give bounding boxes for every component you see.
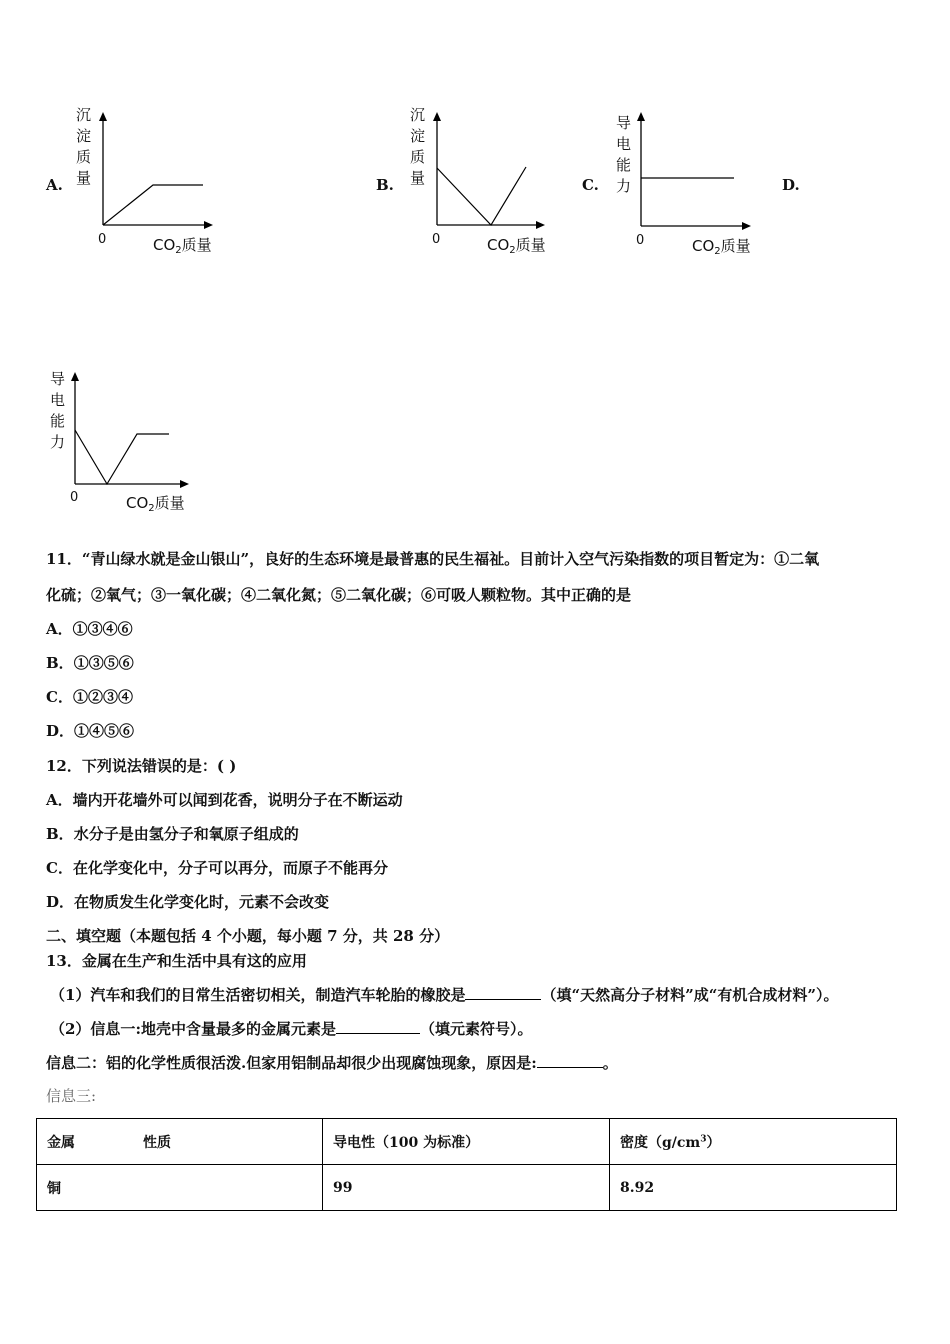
q11-option-b: B．①③⑤⑥: [46, 654, 134, 672]
q12-option-d: D．在物质发生化学变化时，元素不会改变: [46, 893, 330, 911]
q13-info3: 信息三:: [46, 1087, 97, 1105]
section-heading: 二、填空题（本题包括 4 个小题，每小题 7 分，共 28 分）: [46, 927, 450, 945]
graph-b-origin: 0: [432, 232, 441, 247]
graph-a: [95, 110, 215, 230]
graph-c-xlabel: $CO_2$质量: [692, 237, 751, 257]
table-header-metal-property: 金属 性质: [37, 1119, 323, 1165]
graph-a-curve: [103, 185, 203, 225]
graph-d: [67, 370, 197, 490]
table-header-conductivity: 导电性（100 为标准）: [323, 1119, 610, 1165]
graph-d-y-arrow: [71, 372, 79, 381]
graph-c-x-arrow: [742, 222, 751, 230]
q13-info2-blank[interactable]: [537, 1053, 603, 1068]
graph-d-origin: 0: [70, 490, 79, 505]
table-row: [37, 1165, 897, 1211]
q12-option-a: A．墙内开花墙外可以闻到花香，说明分子在不断运动: [46, 791, 403, 809]
graph-b: [429, 110, 549, 230]
graph-b-curve: [437, 167, 526, 225]
graph-a-origin: 0: [98, 232, 107, 247]
option-d-letter: D.: [782, 176, 800, 194]
q13-stem: 13．金属在生产和生活中具有这的应用: [46, 952, 307, 970]
graph-d-x-arrow: [180, 480, 189, 488]
table-cell-metal: 铜: [37, 1165, 323, 1211]
q12-stem: 12．下列说法错误的是：( ): [46, 757, 237, 775]
option-c-letter: C.: [582, 176, 599, 194]
q13-info2: 信息二：铝的化学性质很活泼.但家用铝制品却很少出现腐蚀现象，原因是: 。: [46, 1054, 618, 1072]
q11-stem-line2: 化硫；②氧气；③一氧化碳；④二氧化氮；⑤二氧化碳；⑥可吸人颗粒物。其中正确的是: [46, 586, 632, 604]
graph-b-x-arrow: [536, 221, 545, 229]
table-cell-conductivity: 99: [323, 1165, 610, 1211]
graph-a-xlabel: $CO_2$质量: [153, 236, 212, 256]
q13-part2: （2）信息一:地壳中含量最多的金属元素是 （填元素符号）。: [50, 1020, 533, 1038]
option-b-letter: B.: [376, 176, 394, 194]
graph-d-ylabel: 导 电 能 力: [50, 370, 66, 451]
q11-option-a: A．①③④⑥: [46, 620, 133, 638]
graph-b-y-arrow: [433, 112, 441, 121]
graph-c-ylabel: 导 电 能 力: [616, 114, 632, 195]
q11-option-c: C．①②③④: [46, 688, 133, 706]
graph-c: [633, 110, 758, 230]
graph-b-xlabel: $CO_2$质量: [487, 236, 546, 256]
graph-d-curve: [75, 430, 169, 484]
metal-properties-table: [36, 1118, 897, 1211]
table-cell-density: 8.92: [610, 1165, 897, 1211]
graph-a-y-arrow: [99, 112, 107, 121]
q13-part1: （1）汽车和我们的目常生活密切相关，制造汽车轮胎的橡胶是 （填“天然高分子材料”成“有机合成材料”）。: [50, 986, 839, 1004]
graph-c-origin: 0: [636, 233, 645, 248]
q11-stem-line1: 11．“青山绿水就是金山银山”，良好的生态环境是最普惠的民生福祉。目前计入空气污染指数的项目暂定为：①二氧: [46, 550, 820, 568]
q13-part2-blank[interactable]: [336, 1019, 420, 1034]
graph-a-ylabel: 沉 淀 质 量: [76, 106, 92, 187]
graph-c-y-arrow: [637, 112, 645, 121]
q12-option-c: C．在化学变化中，分子可以再分，而原子不能再分: [46, 859, 388, 877]
graph-a-x-arrow: [204, 221, 213, 229]
option-a-letter: A.: [46, 176, 63, 194]
q12-option-b: B．水分子是由氢分子和氧原子组成的: [46, 825, 299, 843]
graph-d-xlabel: $CO_2$质量: [126, 494, 185, 514]
table-header-density: 密度$(g/cm^3)$: [610, 1119, 897, 1165]
graph-b-ylabel: 沉 淀 质 量: [410, 106, 426, 187]
table-header-row: [37, 1119, 897, 1165]
q11-option-d: D．①④⑤⑥: [46, 722, 135, 740]
q13-part1-blank[interactable]: [465, 985, 541, 1000]
